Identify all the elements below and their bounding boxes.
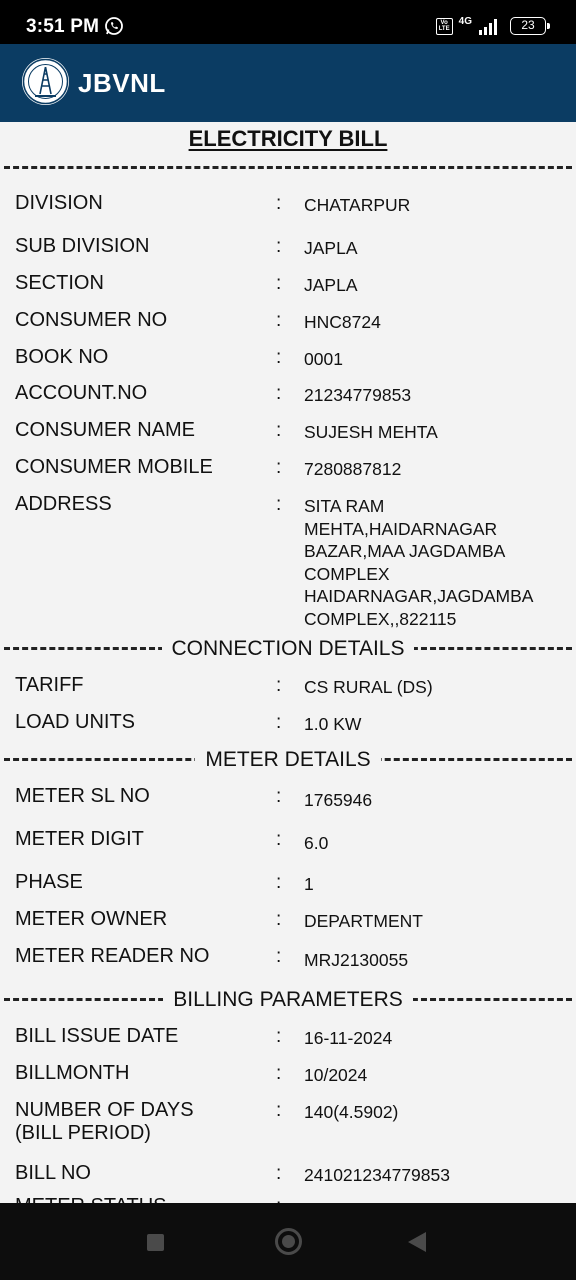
row-label: ADDRESS [15, 493, 112, 515]
row-label: LOAD UNITS [15, 711, 136, 733]
status-icons [436, 15, 546, 37]
divider [4, 166, 572, 169]
signal-icon [478, 17, 500, 35]
row-separator: : [276, 1026, 282, 1047]
row-value: 140(4.5902) [304, 1102, 399, 1122]
row-separator: : [276, 457, 282, 478]
status-time: 3:51 PM [26, 16, 100, 37]
row-value: JAPLA [304, 238, 358, 258]
row-value: 0001 [304, 349, 343, 369]
row-label: NUMBER OF DAYS (BILL PERIOD) [15, 1099, 194, 1144]
app-title: JBVNL [78, 68, 166, 98]
home-icon[interactable] [275, 1228, 302, 1255]
row-separator: : [276, 494, 282, 515]
whatsapp-icon [104, 16, 124, 36]
battery-icon: 23 [510, 17, 546, 35]
row-value: 10/2024 [304, 1065, 368, 1085]
row-separator: : [276, 273, 282, 294]
row-value: 1.0 KW [304, 714, 362, 734]
row-separator: : [276, 1063, 282, 1084]
row-label: CONSUMER NO [15, 309, 168, 331]
row-label: ACCOUNT.NO [15, 382, 148, 404]
app-header [0, 44, 576, 122]
row-separator: : [276, 872, 282, 893]
row-label: SUB DIVISION [15, 235, 150, 257]
row-separator: : [276, 829, 282, 850]
section-heading-billing: BILLING PARAMETERS [0, 988, 576, 1012]
row-separator: : [276, 712, 282, 733]
row-label: BILL NO [15, 1162, 91, 1184]
row-value: 241021234779853 [304, 1165, 450, 1185]
row-separator: : [276, 786, 282, 807]
back-icon[interactable] [408, 1232, 426, 1252]
volte-icon: Vo LTE [436, 18, 453, 35]
row-value: DEPARTMENT [304, 911, 423, 931]
row-separator: : [276, 310, 282, 331]
row-separator: : [276, 193, 282, 214]
bill-content[interactable] [0, 122, 576, 1203]
row-value: HNC8724 [304, 312, 381, 332]
row-separator: : [276, 383, 282, 404]
row-value: 16-11-2024 [304, 1028, 393, 1048]
row-label: BILL ISSUE DATE [15, 1025, 179, 1047]
row-value: 21234779853 [304, 385, 412, 405]
row-value: 7280887812 [304, 459, 402, 479]
row-label: METER OWNER [15, 908, 168, 930]
row-value: CHATARPUR [304, 195, 411, 215]
jbvnl-logo [22, 58, 69, 105]
row-value: JAPLA [304, 275, 358, 295]
row-value: MRJ2130055 [304, 950, 409, 970]
row-separator: : [276, 420, 282, 441]
row-separator: : [276, 675, 282, 696]
recent-apps-icon[interactable] [147, 1234, 164, 1251]
row-label: METER READER NO [15, 945, 210, 967]
row-value: 1 [304, 874, 314, 894]
section-heading-meter: METER DETAILS [0, 748, 576, 772]
row-label: CONSUMER MOBILE [15, 456, 213, 478]
row-label: METER DIGIT [15, 828, 144, 850]
row-value: 1765946 [304, 790, 373, 810]
row-label: BOOK NO [15, 346, 109, 368]
row-label: BILLMONTH [15, 1062, 130, 1084]
row-value-address: SITA RAM MEHTA,HAIDARNAGAR BAZAR,MAA JAGDAMBA COMPLEX HAIDARNAGAR,JAGDAMBA COMPLEX,,822115 [304, 496, 533, 629]
row-separator: : [276, 347, 282, 368]
section-heading-connection: CONNECTION DETAILS [0, 637, 576, 661]
network-label: 4G [458, 15, 472, 27]
page-title: ELECTRICITY BILL [188, 126, 388, 151]
row-label: DIVISION [15, 192, 103, 214]
system-nav-bar [0, 1203, 576, 1280]
row-label: TARIFF [15, 674, 84, 696]
row-value: CS RURAL (DS) [304, 677, 433, 697]
row-separator: : [276, 1100, 282, 1121]
row-label: SECTION [15, 272, 104, 294]
row-label: PHASE [15, 871, 83, 893]
status-bar [0, 0, 576, 44]
row-separator: : [276, 909, 282, 930]
row-separator: : [276, 236, 282, 257]
row-label: METER SL NO [15, 785, 150, 807]
row-separator: : [276, 1163, 282, 1184]
row-value: SUJESH MEHTA [304, 422, 438, 442]
row-value: 6.0 [304, 833, 329, 853]
row-separator: : [276, 946, 282, 967]
row-label: CONSUMER NAME [15, 419, 196, 441]
